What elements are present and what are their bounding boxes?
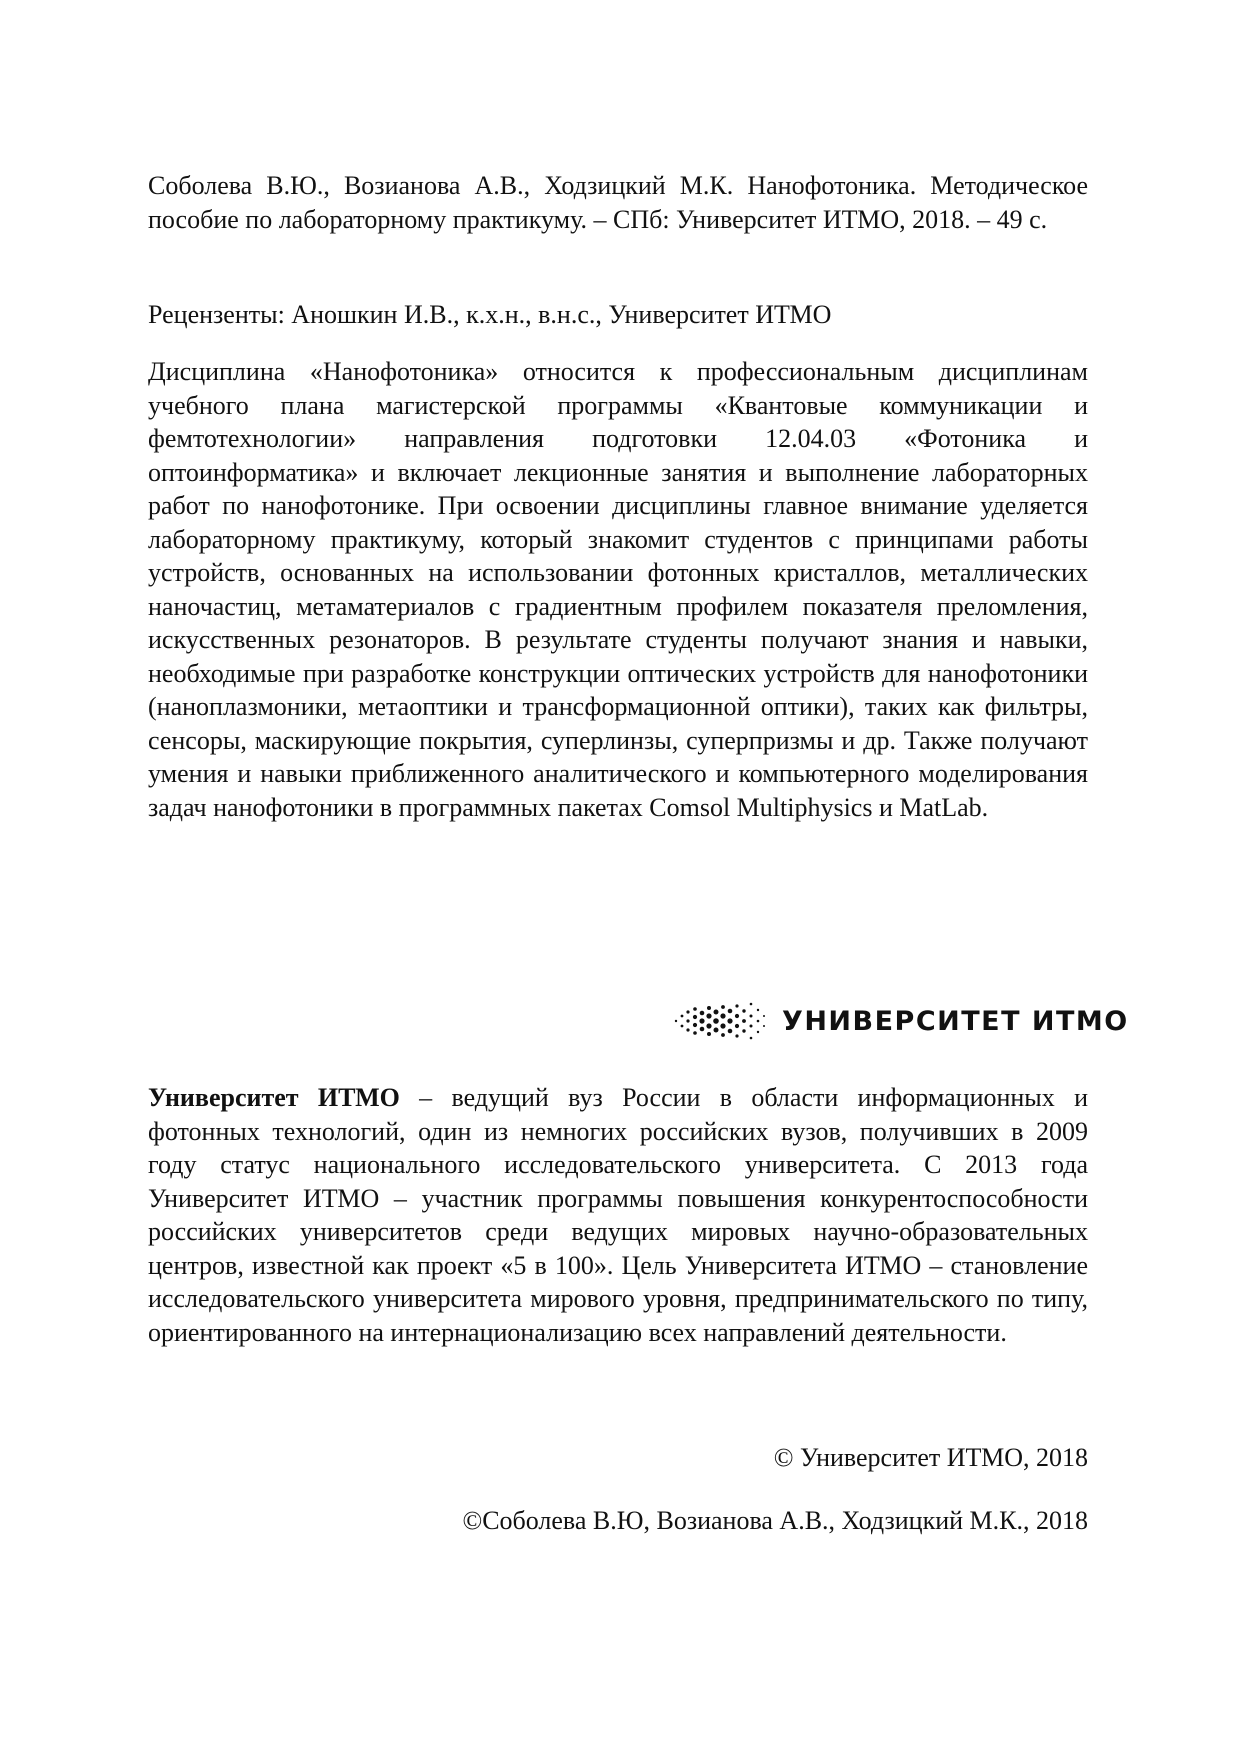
university-description-text: – ведущий вуз России в области информационных и фотонных технологий, один из немногих российских вузов, получивших в 2009 году статус национального исследовательского университета. С 2013 года Университет ИТМО – участник программы повышения конкурентоспособности российских университетов среди ведущих мировых научно-образовательных центров, известной как проект «5 в 100». Цель Университета ИТМО – становление исследовательского университета мирового уровня, предпринимательского по типу, ориентированного на интернационализацию всех направлений деятельности. — [148, 1083, 1088, 1347]
itmo-logo-text: УНИВЕРСИТЕТ ИТМО — [782, 1005, 1129, 1037]
copyright-university: © Университет ИТМО, 2018 — [773, 1443, 1088, 1472]
bibliographic-citation: Соболева В.Ю., Возианова А.В., Ходзицкий М.К. Нанофотоника. Методическое пособие по лабораторному практикуму. – СПб: Университет ИТМО, 2018. – 49 с. — [148, 171, 1088, 234]
itmo-logo — [670, 996, 1129, 1046]
itmo-dots-logo-icon — [670, 996, 770, 1046]
university-description — [148, 1081, 1088, 1349]
university-name-bold: Университет ИТМО — [148, 1083, 400, 1112]
copyright-authors: ©Соболева В.Ю, Возианова А.В., Ходзицкий М.К., 2018 — [462, 1506, 1088, 1535]
reviewers-line: Рецензенты: Аношкин И.В., к.х.н., в.н.с., Университет ИТМО — [148, 300, 832, 329]
discipline-abstract: Дисциплина «Нанофотоника» относится к профессиональным дисциплинам учебного плана магистерской программы «Квантовые коммуникации и фемтотехнологии» направления подготовки 12.04.03 «Фотоника и оптоинформатика» и включает лекционные занятия и выполнение лабораторных работ по нанофотонике. При освоении дисциплины главное внимание уделяется лабораторному практикуму, который знакомит студентов с принципами работы устройств, основанных на использовании фотонных кристаллов, металлических наночастиц, метаматериалов с градиентным профилем показателя преломления, искусственных резонаторов. В результате студенты получают знания и навыки, необходимые при разработке конструкции оптических устройств для нанофотоники (наноплазмоники, метаоптики и трансформационной оптики), таких как фильтры, сенсоры, маскирующие покрытия, суперлинзы, суперпризмы и др. Также получают умения и навыки приближенного аналитического и компьютерного моделирования задач нанофотоники в программных пакетах Comsol Multiphysics и MatLab. — [148, 357, 1088, 822]
